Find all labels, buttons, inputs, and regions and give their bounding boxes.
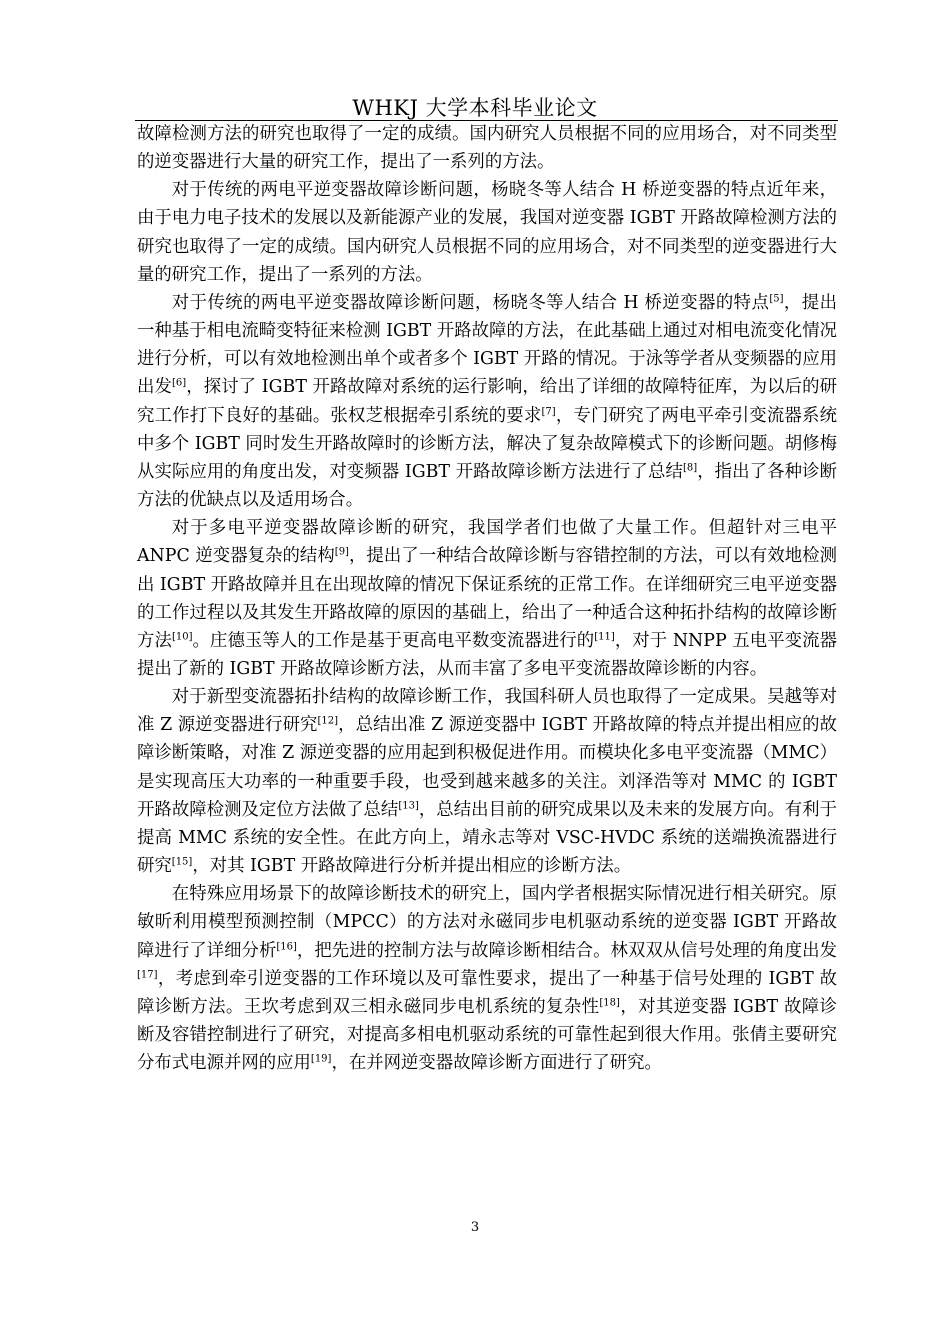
paragraph-text: 故障检测方法的研究也取得了一定的成绩。国内研究人员根据不同的应用场合，对不同类型的逆变器进行大量的研究工作，提出了一系列的方法。 xyxy=(137,124,837,173)
citation-reference: [18] xyxy=(599,997,620,1009)
paragraph-text: ，把先进的控制方法与故障诊断相结合。林双双从信号处理的角度出发 xyxy=(296,940,837,961)
paragraph-text: 在特殊应用场景下的故障诊断技术的研究上，国内学者根据实际情况进行相关研究。原敏昕利用模型预测控制（MPCC）的方法对永磁同步电机驱动系统的逆变器 IGBT 开路故障进行了详细分析 xyxy=(137,884,837,961)
paragraph-text: ，总结出目前的研究成果以及未来的发展方向。有利于提高 MMC 系统的安全性。在此方向上，靖永志等对 VSC-HVDC 系统的送端换流器进行研究 xyxy=(137,799,837,877)
citation-reference: [8] xyxy=(682,462,698,474)
page-number: 3 xyxy=(470,1220,480,1235)
citation-reference: [19] xyxy=(310,1053,332,1065)
citation-reference: [12] xyxy=(317,715,339,727)
paragraph xyxy=(137,514,837,683)
paragraph xyxy=(137,176,837,289)
citation-reference: [6] xyxy=(171,377,187,389)
paragraph-text: 对于多电平逆变器故障诊断的研究，我国学者们也做了大量工作。但超针对三电平 ANPC 逆变器复杂的结构 xyxy=(137,518,837,567)
citation-reference: [7] xyxy=(541,406,556,418)
paragraph-text: ，在并网逆变器故障诊断方面进行了研究。 xyxy=(331,1053,662,1074)
citation-reference: [16] xyxy=(276,941,297,953)
paragraph-text: 对于传统的两电平逆变器故障诊断问题，杨晓冬等人结合 H 桥逆变器的特点 xyxy=(171,292,770,313)
citation-reference: [17] xyxy=(137,969,158,981)
paragraph-text: ，提出了一种结合故障诊断与容错控制的方法，可以有效地检测出 IGBT 开路故障并且在出现故障的情况下保证系统的正常工作。在详细研究三电平逆变器的工作过程以及其发生开路故障的原因的基础上，给出了一种适合这种拓扑结构的故障诊断方法 xyxy=(137,546,837,651)
body-text xyxy=(137,120,837,1077)
paragraph xyxy=(137,289,837,514)
paragraph-text: ，专门研究了两电平牵引变流器系统中多个 IGBT 同时发生开路故障时的诊断方法，解决了复杂故障模式下的诊断问题。胡修梅从实际应用的角度出发，对变频器 IGBT 开路故障诊断方法进行了总结 xyxy=(137,405,837,482)
page-header: WHKJ 大学本科毕业论文 xyxy=(352,96,598,120)
paragraph-text: ，提出一种基于相电流畸变特征来检测 IGBT 开路故障的方法，在此基础上通过对相电流变化情况进行分析，可以有效地检测出单个或者多个 IGBT 开路的情况。于泳等学者从变频器的应用出发 xyxy=(137,292,837,398)
citation-reference: [10] xyxy=(171,631,193,643)
paragraph-text: ，总结出准 Z 源逆变器中 IGBT 开路故障的特点并提出相应的故障诊断策略，对准 Z 源逆变器的应用起到积极促进作用。而模块化多电平变流器（MMC）是实现高压大功率的一种重要手段，也受到越来越多的关注。刘泽浩等对 MMC 的 IGBT 开路故障检测及定位方法做了总结 xyxy=(137,715,837,820)
paragraph xyxy=(137,120,837,176)
paragraph-text: ，对其 IGBT 开路故障进行分析并提出相应的诊断方法。 xyxy=(192,856,632,877)
citation-reference: [5] xyxy=(769,293,784,305)
paragraph-text: 。庄德玉等人的工作是基于更高电平数变流器进行的 xyxy=(192,630,595,651)
citation-reference: [9] xyxy=(334,546,349,558)
paragraph xyxy=(137,880,837,1077)
paragraph-text: ，对于 NNPP 五电平变流器提出了新的 IGBT 开路故障诊断方法，从而丰富了多电平变流器故障诊断的内容。 xyxy=(137,630,837,679)
paragraph-text: ，指出了各种诊断方法的优缺点以及适用场合。 xyxy=(137,461,837,511)
citation-reference: [13] xyxy=(398,800,419,812)
paragraph-text: 对于新型变流器拓扑结构的故障诊断工作，我国科研人员也取得了一定成果。吴越等对准 Z 源逆变器进行研究 xyxy=(137,687,837,736)
paragraph-text: ，对其逆变器 IGBT 故障诊断及容错控制进行了研究，对提高多相电机驱动系统的可靠性起到很大作用。张倩主要研究分布式电源并网的应用 xyxy=(137,996,837,1074)
paragraph-text: ，考虑到牵引逆变器的工作环境以及可靠性要求，提出了一种基于信号处理的 IGBT 故障诊断方法。王坎考虑到双三相永磁同步电机系统的复杂性 xyxy=(137,968,837,1017)
paragraph-text: 对于传统的两电平逆变器故障诊断问题，杨晓冬等人结合 H 桥逆变器的特点近年来，由于电力电子技术的发展以及新能源产业的发展，我国对逆变器 IGBT 开路故障检测方法的研究也取得了一定的成绩。国内研究人员根据不同的应用场合，对不同类型的逆变器进行大量的研究工作，提出了一系列的方法。 xyxy=(137,180,837,285)
citation-reference: [11] xyxy=(594,631,615,643)
paragraph-text: ，探讨了 IGBT 开路故障对系统的运行影响，给出了详细的故障特征库，为以后的研究工作打下良好的基础。张权芝根据牵引系统的要求 xyxy=(137,377,837,426)
citation-reference: [15] xyxy=(171,856,193,868)
paragraph xyxy=(137,683,837,880)
